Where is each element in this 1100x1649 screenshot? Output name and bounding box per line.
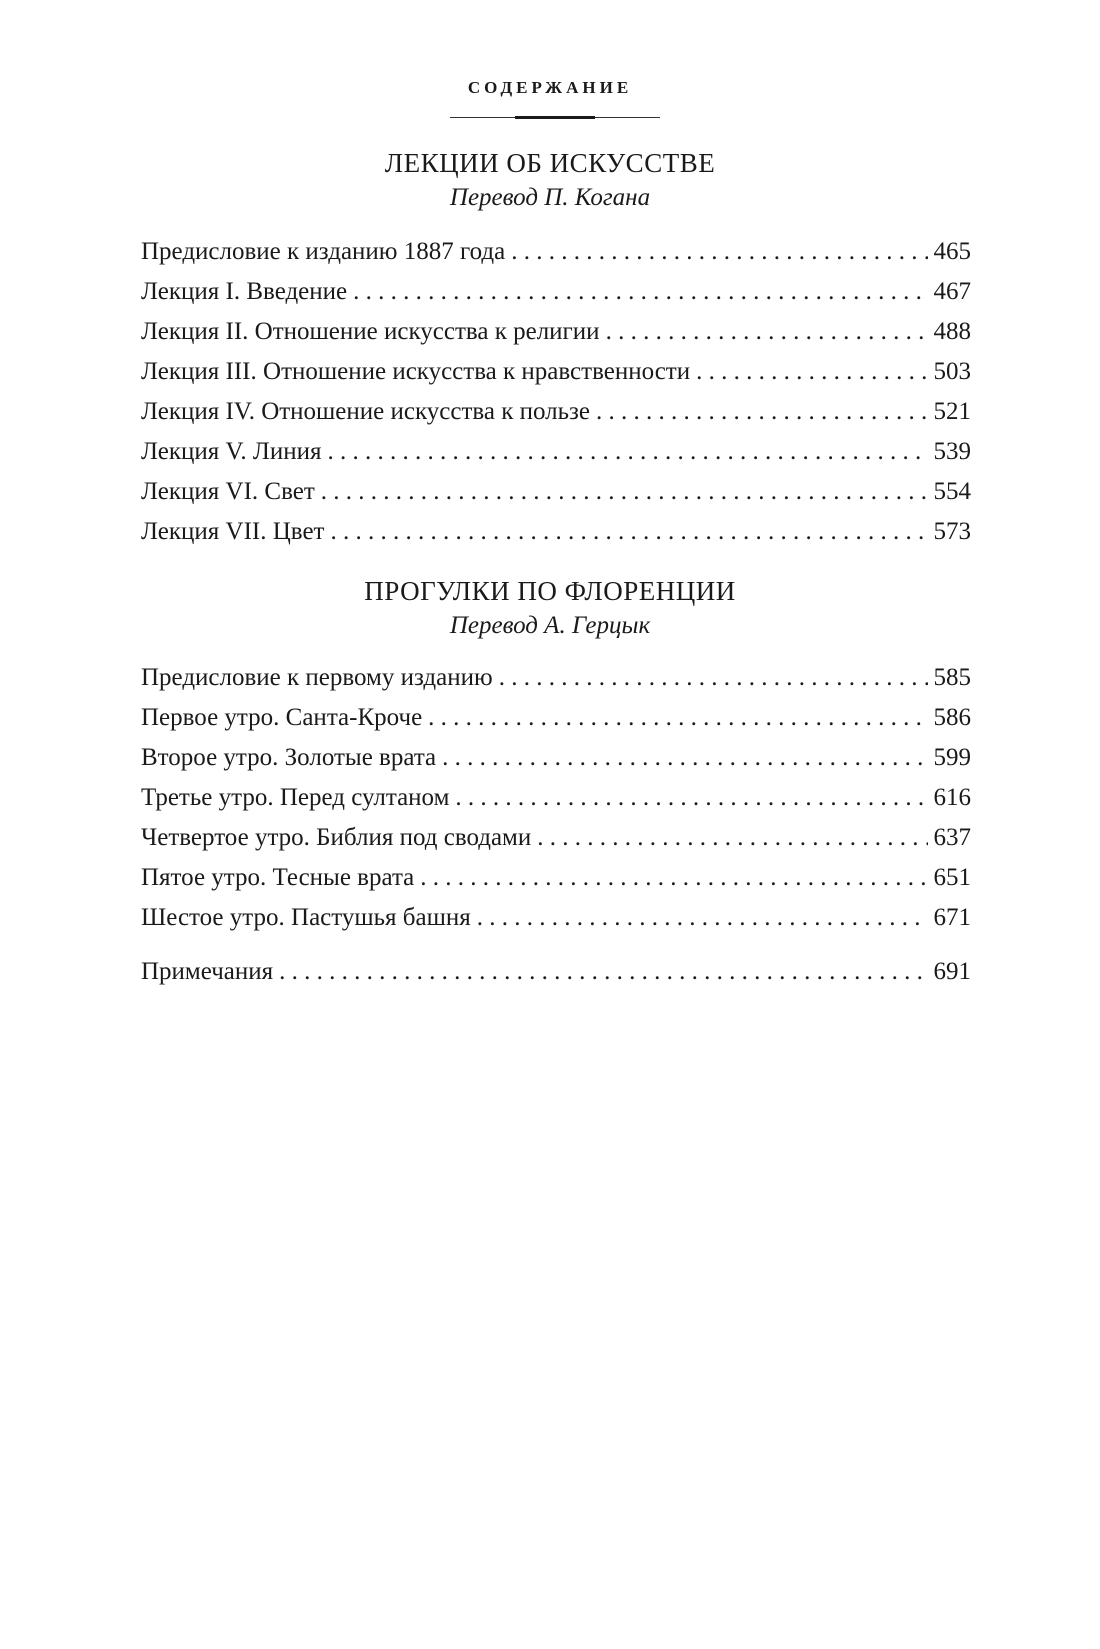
toc-entry-page: 599 [933, 744, 971, 771]
toc-entry[interactable] [141, 818, 971, 858]
toc-entry-page: 637 [933, 824, 971, 851]
toc-entry-title: Первое утро. Санта-Кроче [141, 704, 423, 731]
toc-entry-page: 503 [933, 358, 971, 385]
toc-entry[interactable] [141, 898, 971, 938]
toc-entry-page: 586 [933, 704, 971, 731]
toc-entry-page: 465 [933, 238, 971, 265]
head-rule-accent [515, 116, 595, 119]
toc-entry[interactable] [141, 512, 971, 552]
dot-leader [477, 898, 928, 938]
toc-entry[interactable] [141, 392, 971, 432]
toc-entry-title: Лекция I. Введение [141, 278, 348, 305]
toc-entry-page: 467 [933, 278, 971, 305]
dot-leader [321, 472, 928, 512]
toc-entry[interactable] [141, 738, 971, 778]
toc-entry-page: 585 [933, 664, 971, 691]
dot-leader [353, 272, 927, 312]
dot-leader [511, 232, 927, 272]
dot-leader [428, 698, 927, 738]
dot-leader [327, 432, 927, 472]
toc-entry-title: Лекция III. Отношение искусства к нравственности [141, 358, 691, 385]
toc-entry-page: 539 [933, 438, 971, 465]
toc-entry[interactable] [141, 272, 971, 312]
section-translator: Перевод А. Герцык [449, 612, 651, 639]
toc-entry-page: 573 [933, 518, 971, 545]
toc-entry[interactable] [141, 312, 971, 352]
toc-list [141, 232, 971, 552]
toc-entry[interactable] [141, 432, 971, 472]
toc-notes [141, 952, 971, 992]
toc-entry-page: 651 [933, 864, 971, 891]
toc-list [141, 658, 971, 938]
toc-entry-title: Лекция II. Отношение искусства к религии [141, 318, 600, 345]
toc-entry[interactable] [141, 232, 971, 272]
dot-leader [420, 858, 927, 898]
toc-entry-page: 671 [933, 904, 971, 931]
section-title: ПРОГУЛКИ ПО ФЛОРЕНЦИИ [364, 576, 736, 606]
toc-entry-notes[interactable] [141, 952, 971, 992]
toc-entry[interactable] [141, 778, 971, 818]
dot-leader [455, 778, 927, 818]
dot-leader [537, 818, 927, 858]
dot-leader [696, 352, 927, 392]
toc-entry[interactable] [141, 472, 971, 512]
toc-entry-title: Лекция VI. Свет [141, 478, 315, 505]
dot-leader [279, 952, 927, 992]
toc-entry-page: 691 [933, 958, 971, 985]
running-head: СОДЕРЖАНИЕ [467, 78, 633, 97]
toc-entry-title: Четвертое утро. Библия под сводами [141, 824, 532, 851]
toc-entry-title: Пятое утро. Тесные врата [141, 864, 415, 891]
toc-entry-page: 488 [933, 318, 971, 345]
section-translator: Перевод П. Когана [449, 184, 651, 211]
toc-entry-title: Лекция VII. Цвет [141, 518, 325, 545]
dot-leader [330, 512, 927, 552]
toc-entry-title: Предисловие к изданию 1887 года [141, 238, 506, 265]
toc-entry[interactable] [141, 658, 971, 698]
toc-entry-title: Третье утро. Перед султаном [141, 784, 450, 811]
dot-leader [499, 658, 928, 698]
toc-entry-page: 616 [933, 784, 971, 811]
section-title: ЛЕКЦИИ ОБ ИСКУССТВЕ [384, 148, 716, 178]
toc-entry-title: Примечания [141, 958, 274, 985]
toc-entry-title: Лекция V. Линия [141, 438, 322, 465]
toc-entry-title: Предисловие к первому изданию [141, 664, 493, 691]
toc-entry-title: Лекция IV. Отношение искусства к пользе [141, 398, 590, 425]
dot-leader [442, 738, 927, 778]
dot-leader [596, 392, 928, 432]
toc-entry[interactable] [141, 698, 971, 738]
toc-entry-title: Шестое утро. Пастушья башня [141, 904, 471, 931]
toc-entry[interactable] [141, 858, 971, 898]
toc-entry-page: 521 [933, 398, 971, 425]
dot-leader [606, 312, 928, 352]
toc-entry-page: 554 [933, 478, 971, 505]
toc-entry-title: Второе утро. Золотые врата [141, 744, 437, 771]
toc-entry[interactable] [141, 352, 971, 392]
